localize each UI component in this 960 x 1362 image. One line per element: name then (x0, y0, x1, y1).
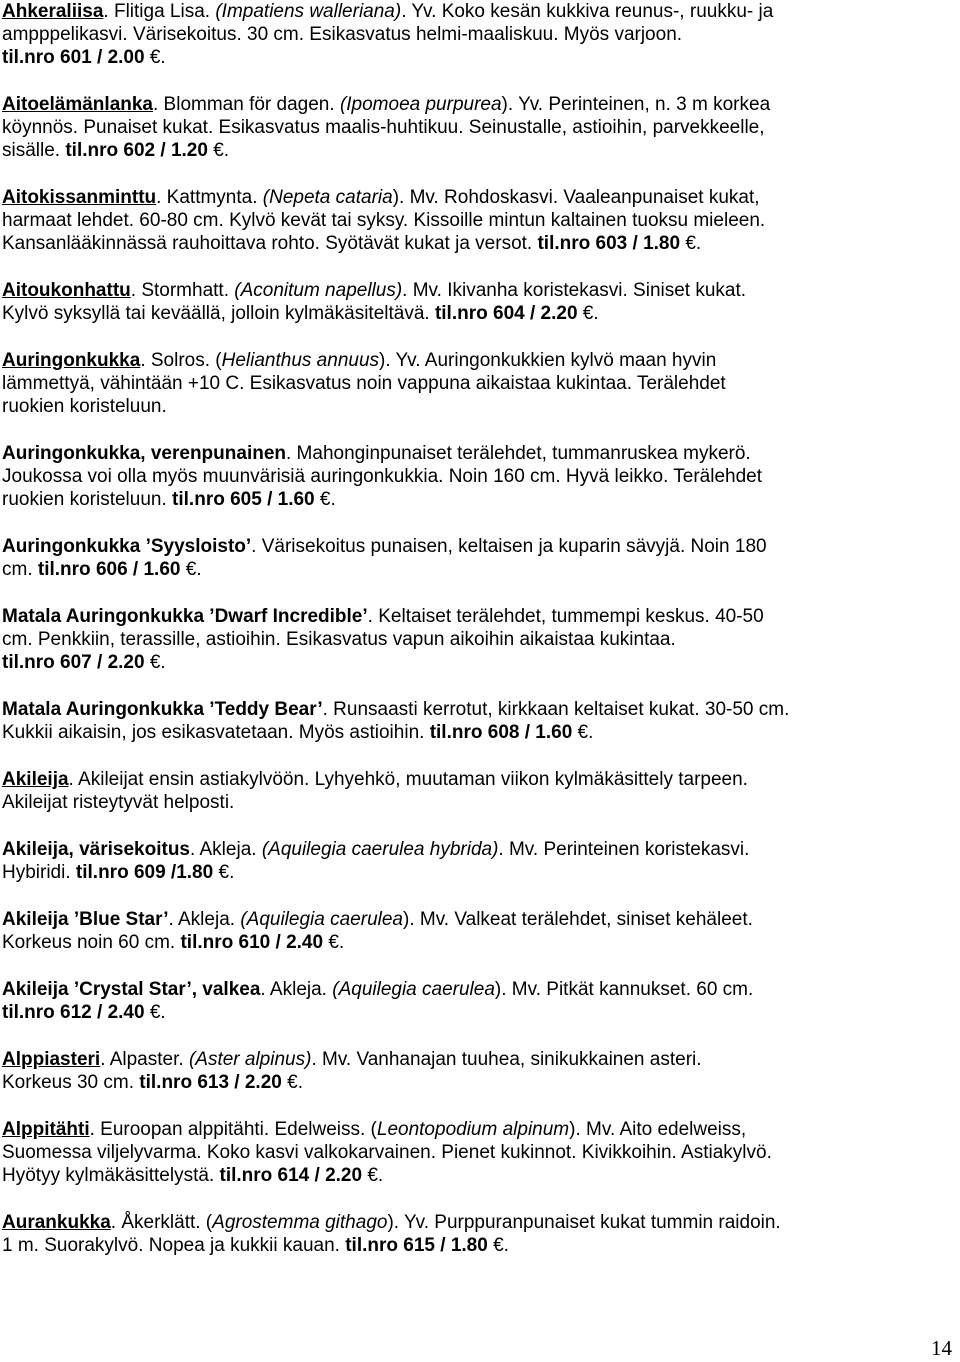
entry-line (2, 1118, 952, 1141)
entry-text: Kylvö syksyllä tai keväällä, jolloin kylmäkäsiteltävä. (2, 303, 435, 324)
euro-sign: € (577, 722, 589, 743)
catalog-entry (2, 349, 952, 418)
entry-text: ). Yv. Auringonkukkien kylvö maan hyvin (379, 350, 717, 371)
entry-text: lämmettyä, vähintään +10 C. Esikasvatus noin vappuna aikaistaa kukintaa. Terälehdet (2, 373, 726, 394)
euro-sign: € (582, 303, 594, 324)
entry-text: ). Mv. Rohdoskasvi. Vaaleanpunaiset kukat, (392, 187, 760, 208)
entry-line (2, 232, 952, 255)
entry-text: Korkeus noin 60 cm. (2, 932, 181, 953)
entry-line (2, 116, 952, 139)
catalog-entry (2, 1118, 952, 1187)
order-number: til.nro 615 / 1.80 (345, 1235, 494, 1256)
latin-name: Helianthus annuus (221, 350, 380, 371)
entry-line (2, 838, 952, 861)
entry-text: . Akleja. (260, 979, 333, 1000)
entry-text: . (593, 303, 599, 324)
entry-text: ruokien koristeluun. (2, 396, 167, 417)
entry-line (2, 558, 952, 581)
plant-name: Aurankukka (2, 1212, 111, 1233)
entry-line (2, 768, 952, 791)
entry-text: . Yv. Koko kesän kukkiva reunus-, ruukku- ja (401, 1, 774, 22)
euro-sign: € (367, 1165, 378, 1186)
entry-line (2, 302, 952, 325)
entry-text: . Värisekoitus punaisen, keltaisen ja kuparin sävyjä. Noin 180 (251, 536, 767, 557)
catalog-entry (2, 93, 952, 162)
euro-sign: € (319, 489, 331, 510)
entry-text: . Euroopan alppitähti. Edelweiss. ( (89, 1119, 377, 1140)
plant-name: Alppiasteri (2, 1049, 101, 1070)
entry-text: . Runsaasti kerrotut, kirkkaan keltaiset kukat. 30-50 cm. (322, 699, 790, 720)
entry-text: . Mv. Perinteinen koristekasvi. (498, 839, 750, 860)
entry-text: 1 m. Suorakylvö. Nopea ja kukkii kauan. (2, 1235, 346, 1256)
plant-name: Auringonkukka (2, 350, 141, 371)
entry-text: . (223, 140, 230, 161)
latin-name: (Aquilegia caerulea hybrida) (261, 839, 499, 860)
latin-name: (Aster alpinus) (188, 1049, 312, 1070)
order-number: til.nro 605 / 1.60 (172, 489, 320, 510)
entry-text: . Åkerklätt. ( (110, 1212, 213, 1233)
entry-text: . Solros. ( (140, 350, 222, 371)
entry-text: . Alpaster. (100, 1049, 189, 1070)
entry-text: ). Yv. Perinteinen, n. 3 m korkea (501, 94, 771, 115)
catalog-entry (2, 442, 952, 511)
plant-name: Auringonkukka ’Syysloisto’ (2, 536, 252, 557)
entry-text: . Blomman för dagen. (153, 94, 340, 115)
catalog-entry (2, 605, 952, 674)
entry-line (2, 605, 952, 628)
entry-line (2, 791, 952, 814)
entry-line (2, 651, 952, 674)
entry-line (2, 186, 952, 209)
plant-name: Aitoukonhattu (2, 280, 131, 301)
entry-text: ). Mv. Aito edelweiss, (569, 1119, 747, 1140)
entry-text: köynnös. Punaiset kukat. Esikasvatus maalis-huhtikuu. Seinustalle, astioihin, parvekkeelle, (2, 117, 765, 138)
plant-name: Ahkeraliisa (2, 1, 104, 22)
entry-text: . Kattmynta. (156, 187, 263, 208)
order-number: til.nro 603 / 1.80 (537, 233, 686, 254)
plant-name: Auringonkukka, verenpunainen (2, 443, 286, 464)
plant-name: Matala Auringonkukka ’Teddy Bear’ (2, 699, 323, 720)
order-number: til.nro 609 /1.80 (75, 862, 219, 883)
euro-sign: € (149, 1002, 161, 1023)
euro-sign: € (149, 652, 161, 673)
euro-sign: € (149, 47, 161, 68)
entry-line (2, 1164, 952, 1187)
euro-sign: € (328, 932, 339, 953)
order-number: til.nro 613 / 2.20 (139, 1072, 288, 1093)
latin-name: (Aconitum napellus) (234, 280, 403, 301)
entry-text: cm. (2, 559, 38, 580)
entry-text: . (196, 559, 202, 580)
entry-text: . (377, 1165, 384, 1186)
plant-name: Aitoelämänlanka (2, 94, 153, 115)
plant-name: Aitokissanminttu (2, 187, 157, 208)
catalog-entry (2, 0, 952, 69)
entry-line (2, 908, 952, 931)
entry-line (2, 372, 952, 395)
entry-text: Hyötyy kylmäkäsittelystä. (2, 1165, 220, 1186)
plant-name: Akileija, värisekoitus (2, 839, 190, 860)
entry-text: . Keltaiset terälehdet, tummempi keskus. 40-50 (367, 606, 764, 627)
order-number: til.nro 606 / 1.60 (37, 559, 186, 580)
entry-line (2, 1141, 952, 1164)
entry-line (2, 698, 952, 721)
latin-name: (Ipomoea purpurea (339, 94, 502, 115)
euro-sign: € (685, 233, 696, 254)
entry-text: Akileijat risteytyvät helposti. (2, 792, 235, 813)
latin-name: (Nepeta cataria (262, 187, 393, 208)
entry-text: . (297, 1072, 303, 1093)
plant-name: Akileija ’Crystal Star’, valkea (2, 979, 261, 1000)
entry-line (2, 442, 952, 465)
catalog-entry (2, 279, 952, 325)
entry-text: . Mv. Ikivanha koristekasvi. Siniset kukat. (402, 280, 747, 301)
entry-line (2, 1071, 952, 1094)
order-number: til.nro 608 / 1.60 (429, 722, 578, 743)
euro-sign: € (185, 559, 197, 580)
entry-text: . (695, 233, 702, 254)
euro-sign: € (218, 862, 230, 883)
entry-text: . Akileijat ensin astiakylvöön. Lyhyehkö, muutaman viikon kylmäkäsittely tarpeen. (68, 769, 748, 790)
entry-line (2, 861, 952, 884)
catalog-entry (2, 768, 952, 814)
order-number: til.nro 602 / 1.20 (65, 140, 214, 161)
latin-name: Agrostemma githago (212, 1212, 388, 1233)
catalog-entry (2, 908, 952, 954)
entry-line (2, 46, 952, 69)
entry-line (2, 628, 952, 651)
plant-name: Akileija (2, 769, 69, 790)
euro-sign: € (493, 1235, 504, 1256)
entry-text: . Mv. Vanhanajan tuuhea, sinikukkainen asteri. (311, 1049, 702, 1070)
entry-line (2, 93, 952, 116)
entry-line (2, 279, 952, 302)
entry-text: . (330, 489, 336, 510)
entry-text: cm. Penkkiin, terassille, astioihin. Esikasvatus vapun aikoihin aikaistaa kukintaa. (2, 629, 676, 650)
order-number: til.nro 607 / 2.20 (2, 652, 150, 673)
catalog-entry (2, 535, 952, 581)
plant-name: Matala Auringonkukka ’Dwarf Incredible’ (2, 606, 368, 627)
entry-line (2, 0, 952, 23)
order-number: til.nro 604 / 2.20 (434, 303, 583, 324)
euro-sign: € (213, 140, 224, 161)
latin-name: (Aquilegia caerulea (332, 979, 495, 1000)
entry-text: . Mahonginpunaiset terälehdet, tummanruskea mykerö. (286, 443, 751, 464)
plant-name: Alppitähti (2, 1119, 90, 1140)
entry-line (2, 1211, 952, 1234)
entry-text: . (588, 722, 594, 743)
entry-text: . Stormhatt. (130, 280, 235, 301)
entry-line (2, 1048, 952, 1071)
entry-text: sisälle. (2, 140, 66, 161)
catalog-entry (2, 978, 952, 1024)
entry-line (2, 23, 952, 46)
entry-text: Joukossa voi olla myös muunvärisiä auringonkukkia. Noin 160 cm. Hyvä leikko. Terälehdet (2, 466, 763, 487)
catalog-entry (2, 838, 952, 884)
entry-text: ). Mv. Valkeat terälehdet, siniset kehäleet. (403, 909, 753, 930)
entry-text: ). Mv. Pitkät kannukset. 60 cm. (494, 979, 754, 1000)
entry-line (2, 209, 952, 232)
plant-name: Akileija ’Blue Star’ (2, 909, 169, 930)
entry-line (2, 721, 952, 744)
catalog-entry (2, 1211, 952, 1257)
catalog-entry (2, 698, 952, 744)
order-number: til.nro 612 / 2.40 (2, 1002, 150, 1023)
entry-text: harmaat lehdet. 60-80 cm. Kylvö kevät tai syksy. Kissoille mintun kaltainen tuoksu mieleen. (2, 210, 766, 231)
document-page (2, 0, 952, 1281)
latin-name: (Aquilegia caerulea (240, 909, 403, 930)
order-number: til.nro 610 / 2.40 (180, 932, 329, 953)
entry-text: . Akleja. (190, 839, 262, 860)
order-number: til.nro 614 / 2.20 (219, 1165, 368, 1186)
entry-line (2, 931, 952, 954)
entry-line (2, 978, 952, 1001)
entry-text: Kukkii aikaisin, jos esikasvatetaan. Myös astioihin. (2, 722, 430, 743)
entry-line (2, 1001, 952, 1024)
order-number: til.nro 601 / 2.00 (2, 47, 150, 68)
entry-text: . (338, 932, 345, 953)
entry-text: ruokien koristeluun. (2, 489, 173, 510)
entry-text: . (160, 652, 166, 673)
entry-text: Korkeus 30 cm. (2, 1072, 140, 1093)
entry-line (2, 139, 952, 162)
page-number: 14 (931, 1336, 952, 1360)
entry-line (2, 465, 952, 488)
entry-text: . Flitiga Lisa. (103, 1, 216, 22)
entry-line (2, 535, 952, 558)
entry-text: . (503, 1235, 509, 1256)
entry-text: Hybiridi. (2, 862, 76, 883)
latin-name: Leontopodium alpinum (376, 1119, 570, 1140)
entry-text: ampppelikasvi. Värisekoitus. 30 cm. Esikasvatus helmi-maaliskuu. Myös varjoon. (2, 24, 683, 45)
entry-text: Kansanlääkinnässä rauhoittava rohto. Syötävät kukat ja versot. (2, 233, 538, 254)
latin-name: (Impatiens walleriana) (215, 1, 402, 22)
entry-text: Suomessa viljelyvarma. Koko kasvi valkokarvainen. Pienet kukinnot. Kivikkoihin. Astiakylvö. (2, 1142, 772, 1163)
entry-text: ). Yv. Purppuranpunaiset kukat tummin raidoin. (387, 1212, 781, 1233)
euro-sign: € (287, 1072, 298, 1093)
entry-line (2, 488, 952, 511)
catalog-entry (2, 186, 952, 255)
entry-line (2, 349, 952, 372)
entry-text: . (229, 862, 235, 883)
entry-text: . (160, 1002, 166, 1023)
entry-line (2, 395, 952, 418)
entry-line (2, 1234, 952, 1257)
entry-text: . (160, 47, 166, 68)
catalog-entry (2, 1048, 952, 1094)
entry-text: . Akleja. (168, 909, 241, 930)
